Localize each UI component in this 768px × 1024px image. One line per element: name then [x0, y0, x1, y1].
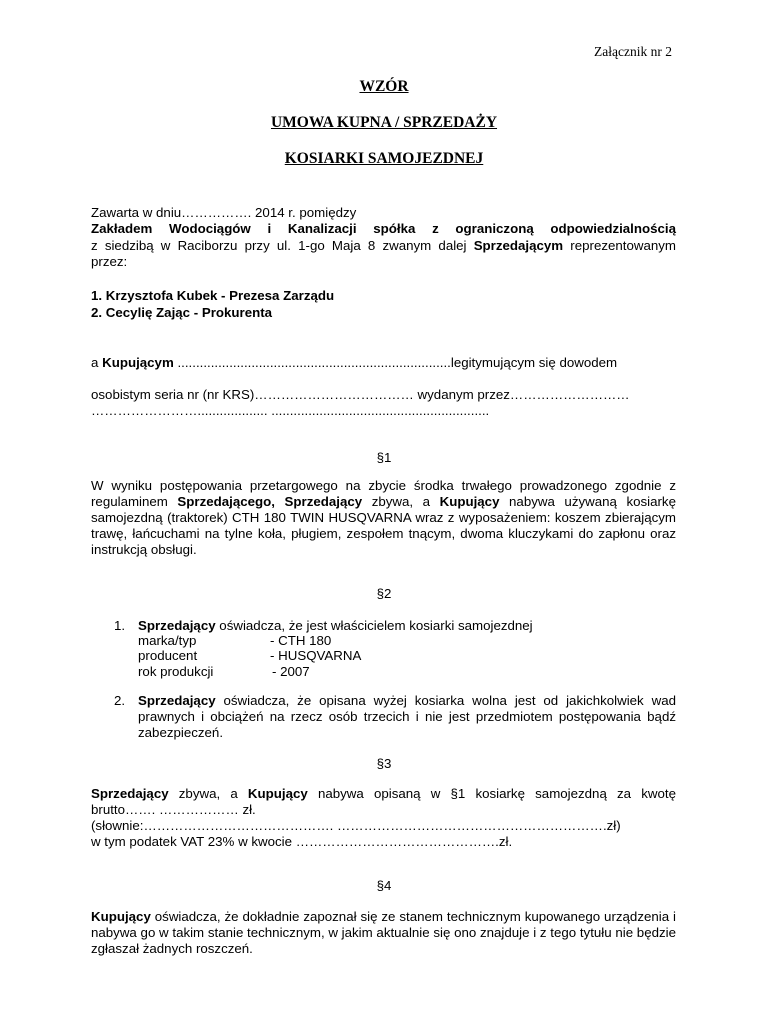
- s1-text-b: zbywa, a: [362, 494, 440, 509]
- section-1-heading: §1: [376, 450, 392, 465]
- s3-line1: [91, 786, 676, 802]
- s2-item1-number: 1.: [114, 618, 126, 633]
- s4-paragraph: [91, 909, 676, 957]
- s2-item2-seller: Sprzedający: [138, 693, 216, 708]
- s1-text-a: W wyniku postępowania przetargowego na zbycie środka trwałego prowadzonego zgodnie z regulaminem: [91, 478, 676, 509]
- spec-label: marka/typ: [138, 633, 197, 648]
- s2-item2-text: [138, 693, 676, 741]
- buyer-line2: osobistym seria nr (nr KRS)……………………………… wydanym przez………………………: [91, 387, 630, 402]
- intro-company: Zakładem Wodociągów i Kanalizacji spółka z ograniczoną odpowiedzialnością: [91, 221, 676, 236]
- s3-gross: brutto……. ……………… zł.: [91, 802, 256, 817]
- buyer-line3: ……………………................... ...........................................................: [91, 403, 490, 418]
- representative-1: 1. Krzysztofa Kubek - Prezesa Zarządu: [91, 288, 335, 303]
- intro-seat-text-end: reprezentowanym: [563, 238, 676, 253]
- section-4-heading: §4: [376, 878, 392, 893]
- title-mower: KOSIARKI SAMOJEZDNEJ: [284, 150, 484, 167]
- section-2-heading: §2: [376, 586, 392, 601]
- buyer-rest: legitymującym się dowodem: [450, 355, 618, 370]
- s2-item2-number: 2.: [114, 693, 126, 708]
- intro-by: przez:: [91, 254, 128, 269]
- intro-seller-word: Sprzedającym: [473, 238, 564, 253]
- intro-seat-text: z siedzibą w Raciborzu przy ul. 1-go Maja 8 zwanym dalej: [91, 238, 474, 253]
- s2-item2-rest: oświadcza, że opisana wyżej kosiarka wolna jest od jakichkolwiek wad prawnych i obciążeń na rzecz osób trzecich i nie jest przedmiotem postępowania bądź zabezpieczeń.: [138, 693, 676, 740]
- buyer-line1: [91, 355, 676, 371]
- s2-item1-seller: Sprzedający: [138, 618, 216, 633]
- title-contract: UMOWA KUPNA / SPRZEDAŻY: [270, 114, 498, 131]
- s3-seller: Sprzedający: [91, 786, 169, 801]
- s2-item1-rest: oświadcza, że jest właścicielem kosiarki samojezdnej: [215, 618, 533, 633]
- buyer-a: a: [91, 355, 103, 370]
- s2-item1-text: [138, 618, 533, 634]
- spec-value: - 2007: [272, 664, 310, 679]
- s1-seller: Sprzedającego, Sprzedający: [177, 494, 363, 509]
- spec-label: producent: [138, 648, 198, 663]
- spec-label: rok produkcji: [138, 664, 214, 679]
- section-1-paragraph: [91, 478, 676, 558]
- s1-text-c: nabywa używaną kosiarkę samojezdną (traktorek) CTH 180 TWIN HUSQVARNA wraz z wyposażeniem: koszem zbierającym trawę, łańcuchami na tylne koła, pługiem, zespołem tnącym, dwoma kluczykami do zapłonu oraz instrukcją obsługi.: [91, 494, 676, 557]
- s3-text-b: nabywa opisaną w §1 kosiarkę samojezdną za kwotę: [307, 786, 676, 801]
- intro-seat: [91, 238, 676, 254]
- spec-value: - HUSQVARNA: [270, 648, 362, 663]
- s4-text: oświadcza, że dokładnie zapoznał się ze stanem technicznym kupowanego urządzenia i nabywa go w takim stanie technicznym, w jakim aktualnie się ono znajduje i z tego tytułu nie będzie zgłaszał żadnych roszczeń.: [91, 909, 676, 956]
- s4-buyer: Kupujący: [91, 909, 151, 924]
- s3-words: (słownie:……………………………………. …………………………………………………….zł): [91, 818, 621, 833]
- title-wzor: WZÓR: [359, 78, 409, 95]
- s3-buyer: Kupujący: [247, 786, 308, 801]
- s1-buyer: Kupujący: [439, 494, 500, 509]
- s3-text-a: zbywa, a: [168, 786, 248, 801]
- buyer-dots: ..........................................................................: [173, 355, 451, 370]
- spec-value: - CTH 180: [270, 633, 332, 648]
- s3-vat: w tym podatek VAT 23% w kwocie ……………………………………….zł.: [91, 834, 513, 849]
- section-3-heading: §3: [376, 756, 392, 771]
- intro-line1: Zawarta w dniu……………. 2014 r. pomiędzy: [91, 205, 357, 220]
- annex-label: Załącznik nr 2: [594, 44, 672, 59]
- buyer-word: Kupującym: [102, 355, 174, 370]
- representative-2: 2. Cecylię Zając - Prokurenta: [91, 305, 273, 320]
